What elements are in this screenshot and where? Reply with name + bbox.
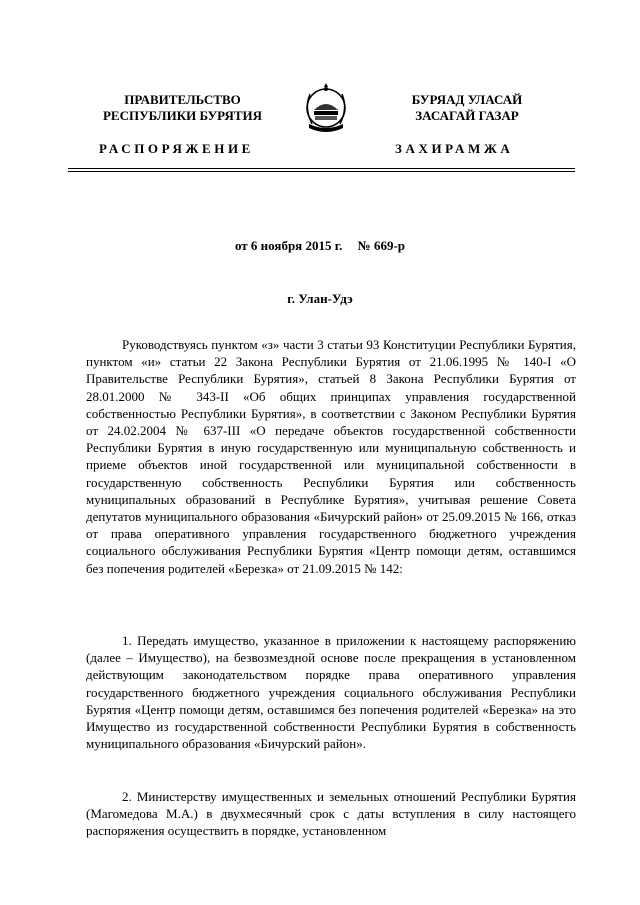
issuer-ru-line2: РЕСПУБЛИКИ БУРЯТИЯ xyxy=(102,108,263,123)
document-city: г. Улан-Удэ xyxy=(287,291,353,306)
item-1-paragraph xyxy=(86,632,576,752)
doc-type-ru: РАСПОРЯЖЕНИЕ xyxy=(99,141,254,156)
item-1-text: 1. Передать имущество, указанное в приложении к настоящему распоряжению (далее – Имущество), на безвозмездной основе после прекращения в установленном действующим законодательством порядке права оперативного управления государственного бюджетного учреждения социального обслуживания Республики Бурятия «Центр помощи детям, оставшимся без попечения родителей «Березка» на это Имущество из государственной собственности Республики Бурятия в собственность муниципального образования «Бичурский район». xyxy=(86,633,576,752)
coat-of-arms-icon xyxy=(300,80,352,136)
issuer-ru-line1: ПРАВИТЕЛЬСТВО xyxy=(124,92,241,107)
doc-type-bua: ЗАХИРАМЖА xyxy=(395,141,514,156)
issuer-bua-line2: ЗАСАГАЙ ГАЗАР xyxy=(415,108,519,123)
document-number: № 669-р xyxy=(357,238,406,253)
header-divider xyxy=(68,168,575,172)
issuer-bua-line1: БУРЯАД УЛАСАЙ xyxy=(411,92,523,107)
item-2-text: 2. Министерству имущественных и земельных отношений Республики Бурятия (Магомедова М.А.) в двухмесячный срок с даты вступления в силу настоящего распоряжения осуществить в порядке, установленном xyxy=(86,789,576,839)
issuer-ru xyxy=(100,92,265,124)
document-date: от 6 ноября 2015 г. xyxy=(234,238,343,253)
issuer-bua xyxy=(382,92,552,124)
date-number-line xyxy=(0,238,640,254)
preamble-paragraph xyxy=(86,336,576,577)
preamble-text: Руководствуясь пунктом «з» части 3 статьи 93 Конституции Республики Бурятия, пунктом «и» статьи 22 Закона Республики Бурятия от 21.06.1995 № 140-I «О Правительстве Республики Бурятия», статьей 8 Закона Республики Бурятия от 28.01.2000 № 343-II «Об общих принципах управления государственной собственностью Республики Бурятия», в соответствии с Законом Республики Бурятия от 24.02.2004 № 637-III «О передаче объектов государственной собственности Республики Бурятия в иную государственную или муниципальную собственность и приеме объектов иной государственной или муниципальной собственности в государственную собственность Республики Бурятия или собственность муниципальных образований в Республике Бурятия», учитывая решение Совета депутатов муниципального образования «Бичурский район» от 25.09.2015 № 166, отказ от права оперативного управления государственного бюджетного учреждения социального обслуживания Республики Бурятия «Центр помощи детям, оставшимся без попечения родителей «Березка» от 21.09.2015 № 142: xyxy=(86,337,576,576)
item-2-paragraph xyxy=(86,788,576,840)
